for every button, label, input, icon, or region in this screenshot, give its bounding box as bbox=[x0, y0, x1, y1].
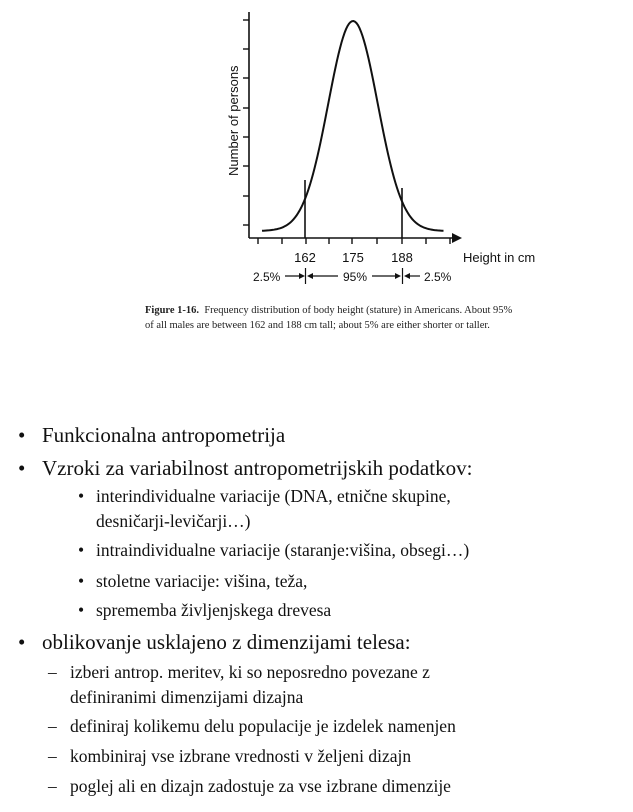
dash-text: poglej ali en dizajn zadostuje za vse izbrane dimenzije bbox=[70, 776, 451, 796]
sub-bullet-item bbox=[78, 599, 332, 621]
tick-label-188: 188 bbox=[391, 250, 413, 265]
dash-item bbox=[48, 745, 412, 767]
arrow-mid-right-head bbox=[395, 273, 401, 279]
dash-text: definiranimi dimenzijami dizajna bbox=[70, 687, 304, 707]
sub-bullet-item bbox=[78, 570, 308, 592]
caption-label: Figure 1-16. bbox=[145, 305, 200, 316]
x-axis-label: Height in cm bbox=[463, 250, 536, 265]
bullet-text: Funkcionalna antropometrija bbox=[42, 423, 286, 447]
sub-bullet-item bbox=[78, 485, 451, 507]
bullet-item bbox=[18, 629, 411, 655]
dash-item bbox=[48, 661, 430, 683]
dash-text: izberi antrop. meritev, ki so neposredno povezane z bbox=[70, 662, 430, 682]
y-axis-label: Number of persons bbox=[226, 65, 241, 176]
bullet-dot-icon: • bbox=[18, 630, 26, 654]
dash-item bbox=[48, 775, 451, 797]
bullet-text: oblikovanje usklajeno z dimenzijami telesa: bbox=[42, 630, 411, 654]
bell-curve bbox=[262, 21, 444, 231]
dash-text: kombiniraj vse izbrane vrednosti v željeni dizajn bbox=[70, 746, 412, 766]
figure-caption bbox=[145, 303, 615, 333]
sub-bullet-item bbox=[78, 539, 470, 561]
percent-right: 2.5% bbox=[424, 270, 452, 284]
dash-item bbox=[48, 715, 456, 737]
tick-label-175: 175 bbox=[342, 250, 364, 265]
sub-bullet-text: stoletne variacije: višina, teža, bbox=[96, 571, 308, 591]
sub-bullet-text: intraindividualne variacije (staranje:višina, obsegi…) bbox=[96, 540, 470, 560]
caption-line-1 bbox=[145, 303, 615, 318]
sub-bullet-text: interindividualne variacije (DNA, etnične skupine, bbox=[96, 486, 451, 506]
bullet-dot-icon: • bbox=[78, 571, 85, 591]
dash-icon: – bbox=[48, 776, 57, 796]
dash-continuation bbox=[70, 686, 303, 708]
percent-left: 2.5% bbox=[253, 270, 281, 284]
x-axis-ticks bbox=[258, 238, 450, 244]
arrow-left-head bbox=[299, 273, 305, 279]
bullet-item bbox=[18, 455, 473, 481]
x-axis-arrowhead bbox=[452, 233, 462, 243]
sub-bullet-continuation bbox=[96, 510, 251, 532]
caption-line-2: of all males are between 162 and 188 cm tall; about 5% are either shorter or taller. bbox=[145, 320, 490, 331]
sub-bullet-text: desničarji-levičarji…) bbox=[96, 511, 251, 531]
percent-middle: 95% bbox=[342, 270, 368, 284]
bullet-dot-icon: • bbox=[78, 600, 85, 620]
sub-bullet-text: sprememba življenjskega drevesa bbox=[96, 600, 332, 620]
bullet-item bbox=[18, 422, 286, 448]
dash-text: definiraj kolikemu delu populacije je izdelek namenjen bbox=[70, 716, 456, 736]
caption-text-1: Frequency distribution of body height (stature) in Americans. About 95% bbox=[204, 305, 513, 316]
dash-icon: – bbox=[48, 746, 57, 766]
dash-icon: – bbox=[48, 716, 57, 736]
dash-icon: – bbox=[48, 662, 57, 682]
tick-label-162: 162 bbox=[294, 250, 316, 265]
bullet-dot-icon: • bbox=[18, 423, 26, 447]
bullet-dot-icon: • bbox=[78, 540, 85, 560]
bullet-dot-icon: • bbox=[18, 456, 26, 480]
bullet-text: Vzroki za variabilnost antropometrijskih podatkov: bbox=[42, 456, 473, 480]
y-axis-ticks bbox=[243, 20, 249, 225]
distribution-figure bbox=[0, 0, 633, 300]
bullet-dot-icon: • bbox=[78, 486, 85, 506]
